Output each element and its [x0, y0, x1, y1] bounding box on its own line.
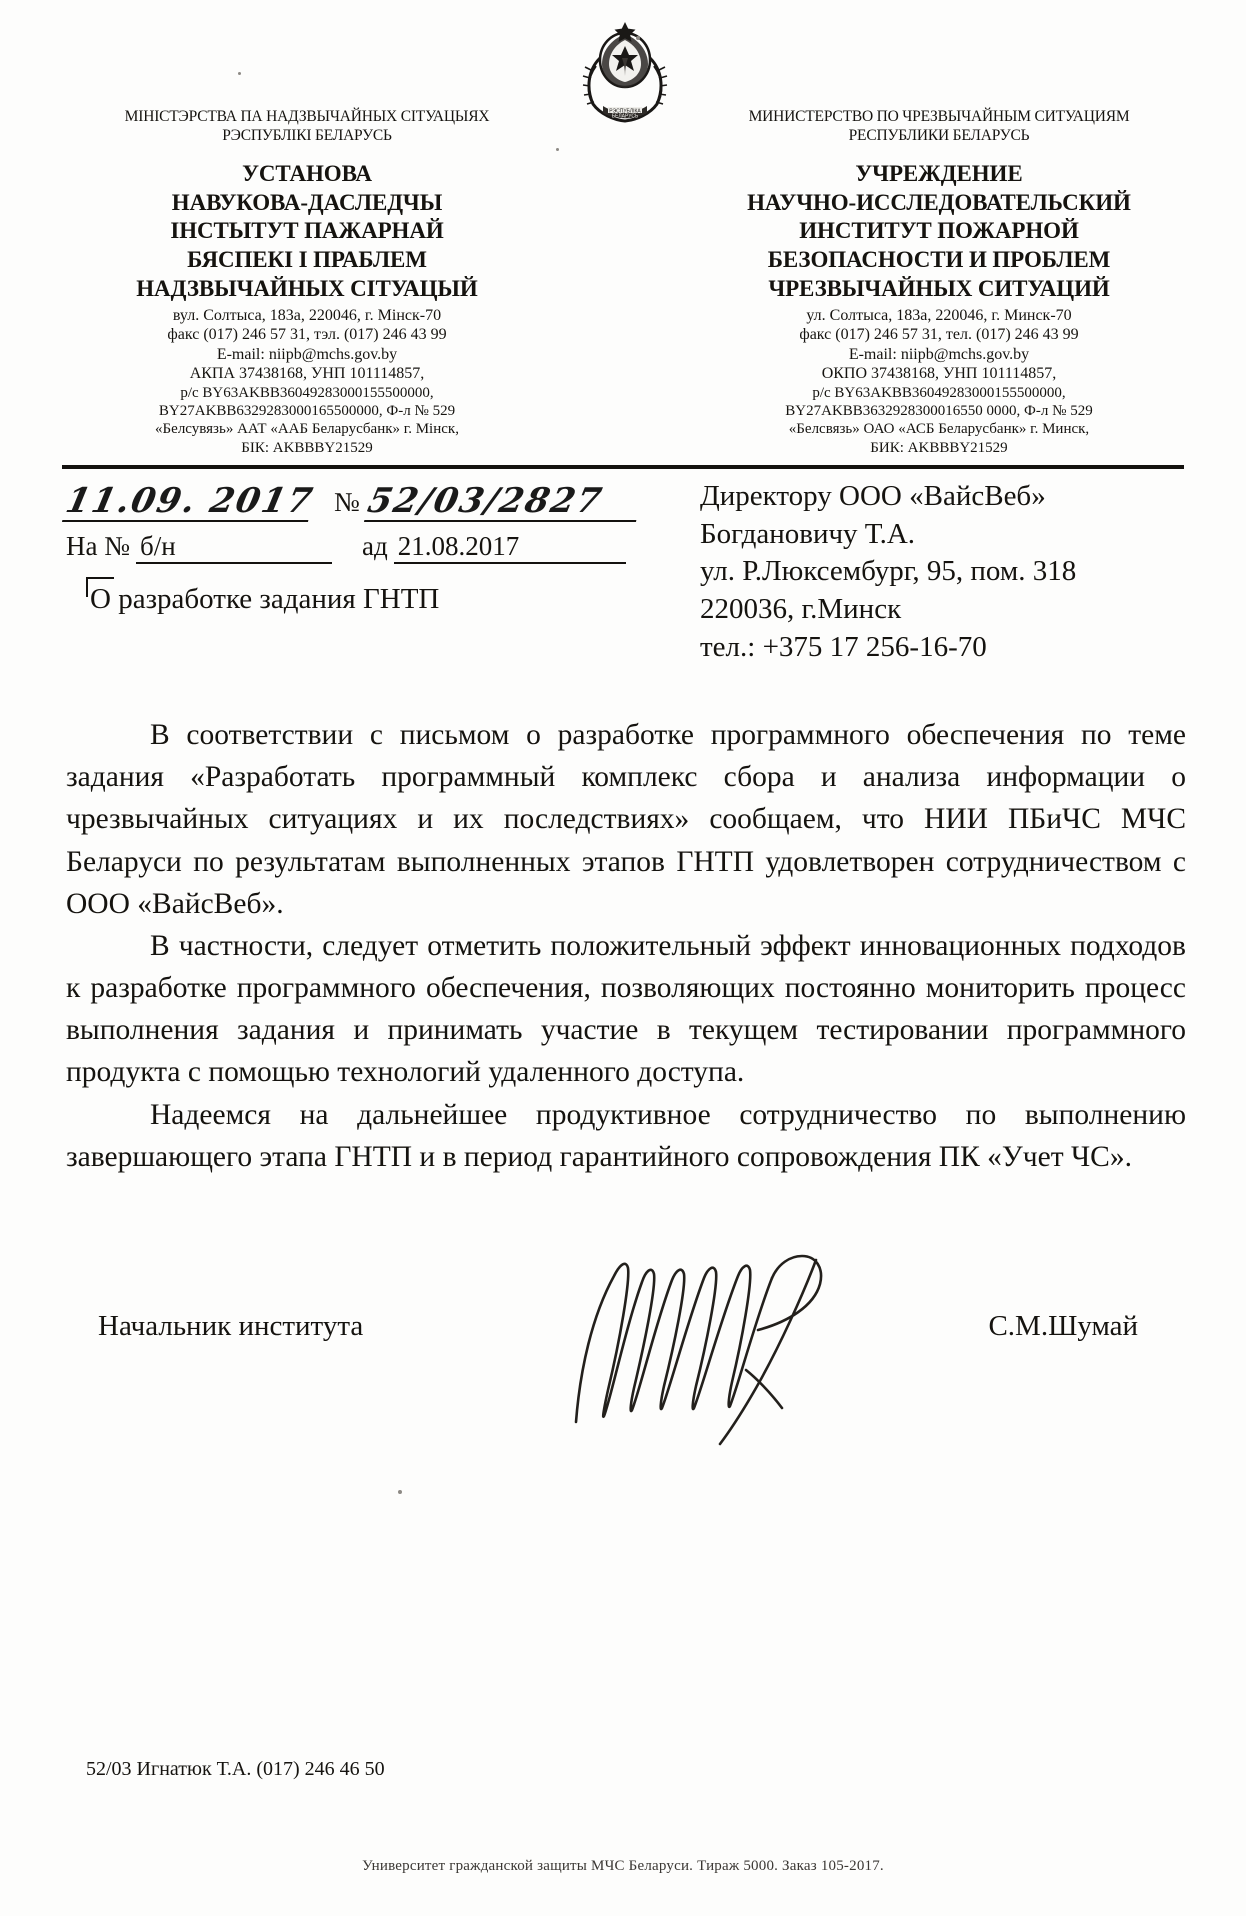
addressee-line-4: 220036, г.Минск [700, 593, 902, 626]
incoming-reference-row [66, 531, 686, 564]
signature-row [98, 1310, 1138, 1343]
addressee-line-5: тел.: +375 17 256-16-70 [700, 630, 987, 663]
addressee-line-2: Богдановичу Т.А. [700, 517, 916, 550]
svg-text:БЕЛАРУСЬ: БЕЛАРУСЬ [611, 113, 639, 120]
addressee-line-3: ул. Р.Люксембург, 95, пом. 318 [700, 555, 1077, 588]
body-paragraph-3: Надеемся на дальнейшее продуктивное сотрудничество по выполнению завершающего этапа ГНТП и в период гарантийного сопровождения ПК «Учет ЧС». [66, 1098, 1186, 1173]
scan-speck [556, 148, 559, 151]
organization-name-be: УСТАНОВА НАВУКОВА-ДАСЛЕДЧЫ ІНСТЫТУТ ПАЖАРНАЙ БЯСПЕКІ І ПРАБЛЕМ НАДЗВЫЧАЙНЫХ СІТУАЦЫЙ [136, 160, 478, 301]
incoming-date-value: 21.08.2017 [394, 531, 626, 564]
subject-bracket-icon [86, 577, 114, 597]
outgoing-reference-row [62, 472, 686, 522]
letterhead-belarusian [92, 108, 522, 457]
organization-contacts-ru: ул. Солтыса, 183а, 220046, г. Минск-70 факс (017) 246 57 31, тел. (017) 246 43 99 E-mail: niipb@mchs.gov.by ОКПО 37438168, УНП 101114857, р/с BY63AKBB36049283000155500000, BY27AKBB3632928300016550 0000, Ф-л № 529 «Белсвязь» ОАО «АСБ Беларусбанк» г. Минск, БИК: AKBBBY21529 [785, 306, 1093, 456]
print-info: Университет гражданской защиты МЧС Беларуси. Тираж 5000. Заказ 105-2017. [362, 1858, 884, 1874]
ministry-name-be: МІНІСТЭРСТВА ПА НАДЗВЫЧАЙНЫХ СІТУАЦЫЯХ РЭСПУБЛІКІ БЕЛАРУСЬ [124, 108, 490, 144]
letterhead-russian [724, 108, 1154, 457]
outgoing-date-value: 11.09. 2017 [62, 481, 318, 521]
letterhead-divider [62, 465, 1184, 469]
organization-contacts-be: вул. Солтыса, 183а, 220046, г. Мінск-70 факс (017) 246 57 31, тэл. (017) 246 43 99 E-mail: niipb@mchs.gov.by АКПА 37438168, УНП 101114857, р/с BY63AKBB36049283000155500000, BY27AKBB6329283000165500000, Ф-л № 529 «Белсувязь» ААТ «ААБ Беларусбанк» г. Мінск, БІК: AKBBBY21529 [155, 306, 459, 456]
scan-speck [238, 72, 241, 75]
organization-name-ru: УЧРЕЖДЕНИЕ НАУЧНО-ИССЛЕДОВАТЕЛЬСКИЙ ИНСТИТУТ ПОЖАРНОЙ БЕЗОПАСНОСТИ И ПРОБЛЕМ ЧРЕЗВЫЧАЙНЫХ СИТУАЦИЙ [747, 160, 1131, 301]
svg-text:РЭСПУБЛІКА: РЭСПУБЛІКА [609, 108, 641, 115]
ministry-name-ru: МИНИСТЕРСТВО ПО ЧРЕЗВЫЧАЙНЫМ СИТУАЦИЯМ РЕСПУБЛИКИ БЕЛАРУСЬ [748, 108, 1130, 144]
letterhead [0, 108, 1246, 457]
incoming-date-label: ад [362, 531, 388, 561]
addressee-block [700, 478, 1076, 666]
incoming-number-label: На № [66, 531, 130, 561]
subject-text: О разработке задания ГНТП [90, 583, 440, 615]
letter-body [66, 714, 1186, 1178]
signer-position: Начальник института [98, 1310, 364, 1342]
number-symbol: № [334, 487, 360, 517]
scan-speck [398, 1490, 402, 1494]
subject-line [86, 583, 439, 616]
incoming-number-value: б/н [136, 531, 332, 564]
body-paragraph-1: В соответствии с письмом о разработке программного обеспечения по теме задания «Разработать программный комплекс сбора и анализа информации о чрезвычайных ситуациях и их последствиях» сообщаем, что НИИ ПБиЧС МЧС Беларуси по результатам выполненных этапов ГНТП удовлетворен сотрудничеством с ООО «ВайсВеб». [66, 719, 1186, 920]
signer-name: С.М.Шумай [988, 1310, 1138, 1342]
outgoing-number-value: 52/03/2827 [364, 484, 644, 522]
body-paragraph-2: В частности, следует отметить положительный эффект инновационных подходов к разработке программного обеспечения, позволяющих постоянно мониторить процесс выполнения задания и принимать участие в текущем тестировании программного продукта с помощью технологий удаленного доступа. [66, 929, 1186, 1089]
scan-speck [636, 36, 640, 40]
addressee-line-1: Директору ООО «ВайсВеб» [700, 480, 1046, 512]
executor-info: 52/03 Игнатюк Т.А. (017) 246 46 50 [86, 1758, 385, 1780]
reference-block [62, 472, 686, 564]
